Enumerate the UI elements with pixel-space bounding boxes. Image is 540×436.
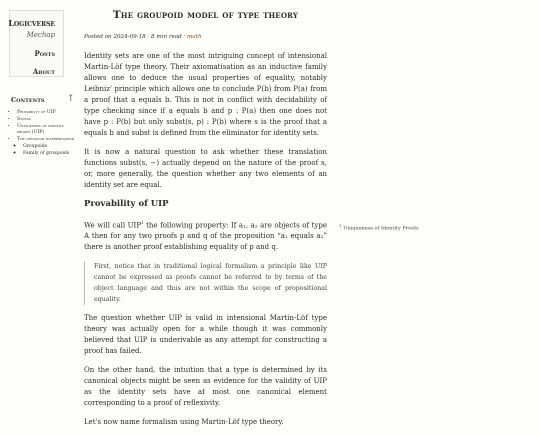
post-meta [84, 34, 202, 40]
footnote-ref[interactable]: 1 [141, 220, 144, 225]
toc-item-syntax[interactable]: • Syntax [17, 117, 75, 123]
nav-posts-link[interactable]: Posts [34, 49, 55, 58]
paragraph [84, 217, 327, 253]
paragraph-text: We will call UIP [84, 221, 142, 230]
sidenote-number: 1 [339, 224, 342, 228]
sidenote [339, 224, 419, 232]
paragraph: The question whether UIP is valid in intensional Martin-Löf type theory was actually open for a while though it was commonly believed that UIP is underivable as any attempt for constructing a proof has failed. [84, 314, 327, 356]
site-subtitle: Mechap [26, 31, 55, 39]
section-heading: Provability of UIP [84, 199, 169, 209]
paragraph: Identity sets are one of the most intriguing concept of intensional Martin-Löf type theory. Their axiomatisation as an inductive family allows one to deduce the usual properties of equality, notably Leibniz' principle which allows one to conclude P(b) from P(a) from a proof that a equals b. This is not in conflict with decidability of type checking since if a equals b and p : P(a) then one does not have p : P(b) but only subst(s, p) : P(b) where s is the proof that a equals b and subst is defined from the eliminator for identity sets. [84, 52, 327, 137]
toc-heading: Contents [11, 96, 45, 104]
paragraph: On the other hand, the intuition that a type is determined by its canonical objects might be seen as evidence for the validity of UIP as the identity sets have at most one canonical element corresponding to a proof of reflexivity. [84, 366, 327, 408]
site-title[interactable]: Logicverse [8, 18, 55, 28]
arrow-up-icon[interactable]: ↑ [67, 94, 75, 104]
read-time: 8 min read [151, 34, 182, 40]
table-of-contents [11, 110, 75, 158]
toc-item-uip[interactable]: • Uniqueness of identity proofs (UIP) [17, 124, 75, 136]
paragraph: Let's now name formalism using Martin-Löf type theory. [84, 418, 284, 427]
tag-link[interactable]: math [187, 34, 202, 40]
toc-item-provability[interactable]: • Provability of UIP [17, 110, 75, 116]
article-body [84, 51, 327, 436]
meta-separator: · [147, 34, 152, 40]
toc-subitem-groupoids[interactable]: ◦ Groupoids [23, 144, 75, 150]
nav-about-link[interactable]: About [32, 67, 55, 76]
toc-item-groupoid[interactable] [17, 137, 75, 157]
blockquote: First, notice that in traditional logical formalism a principle like UIP cannot be expressed as proofs cannot be referred to by terms of the object language and thus are not within the scope of propositional equality. [84, 261, 327, 305]
site-nav-box [9, 10, 64, 77]
page-title: The groupoid model of type theory [112, 9, 299, 21]
sidenote-text: Uniqueness of Identity Proofs [343, 225, 419, 232]
post-date: Posted on 2024-09-18 [84, 34, 146, 40]
paragraph: It is now a natural question to ask whether these translation functions subst(s, −) actually depend on the nature of the proof s, or, more generally, the question whether any two elements of an identity set are equal. [84, 148, 327, 189]
paragraph-text: the following property: If a₁, a₂ are objects of type A then for any two proofs p and q of the proposition “a₁ equals a₂” there is another proof establishing equality of p and q. [84, 221, 327, 252]
toc-item-groupoid-label: The groupoid interpretation [17, 137, 75, 142]
toc-subitem-family[interactable]: ◦ Family of groupoids [23, 151, 75, 157]
meta-separator: · [183, 34, 188, 40]
